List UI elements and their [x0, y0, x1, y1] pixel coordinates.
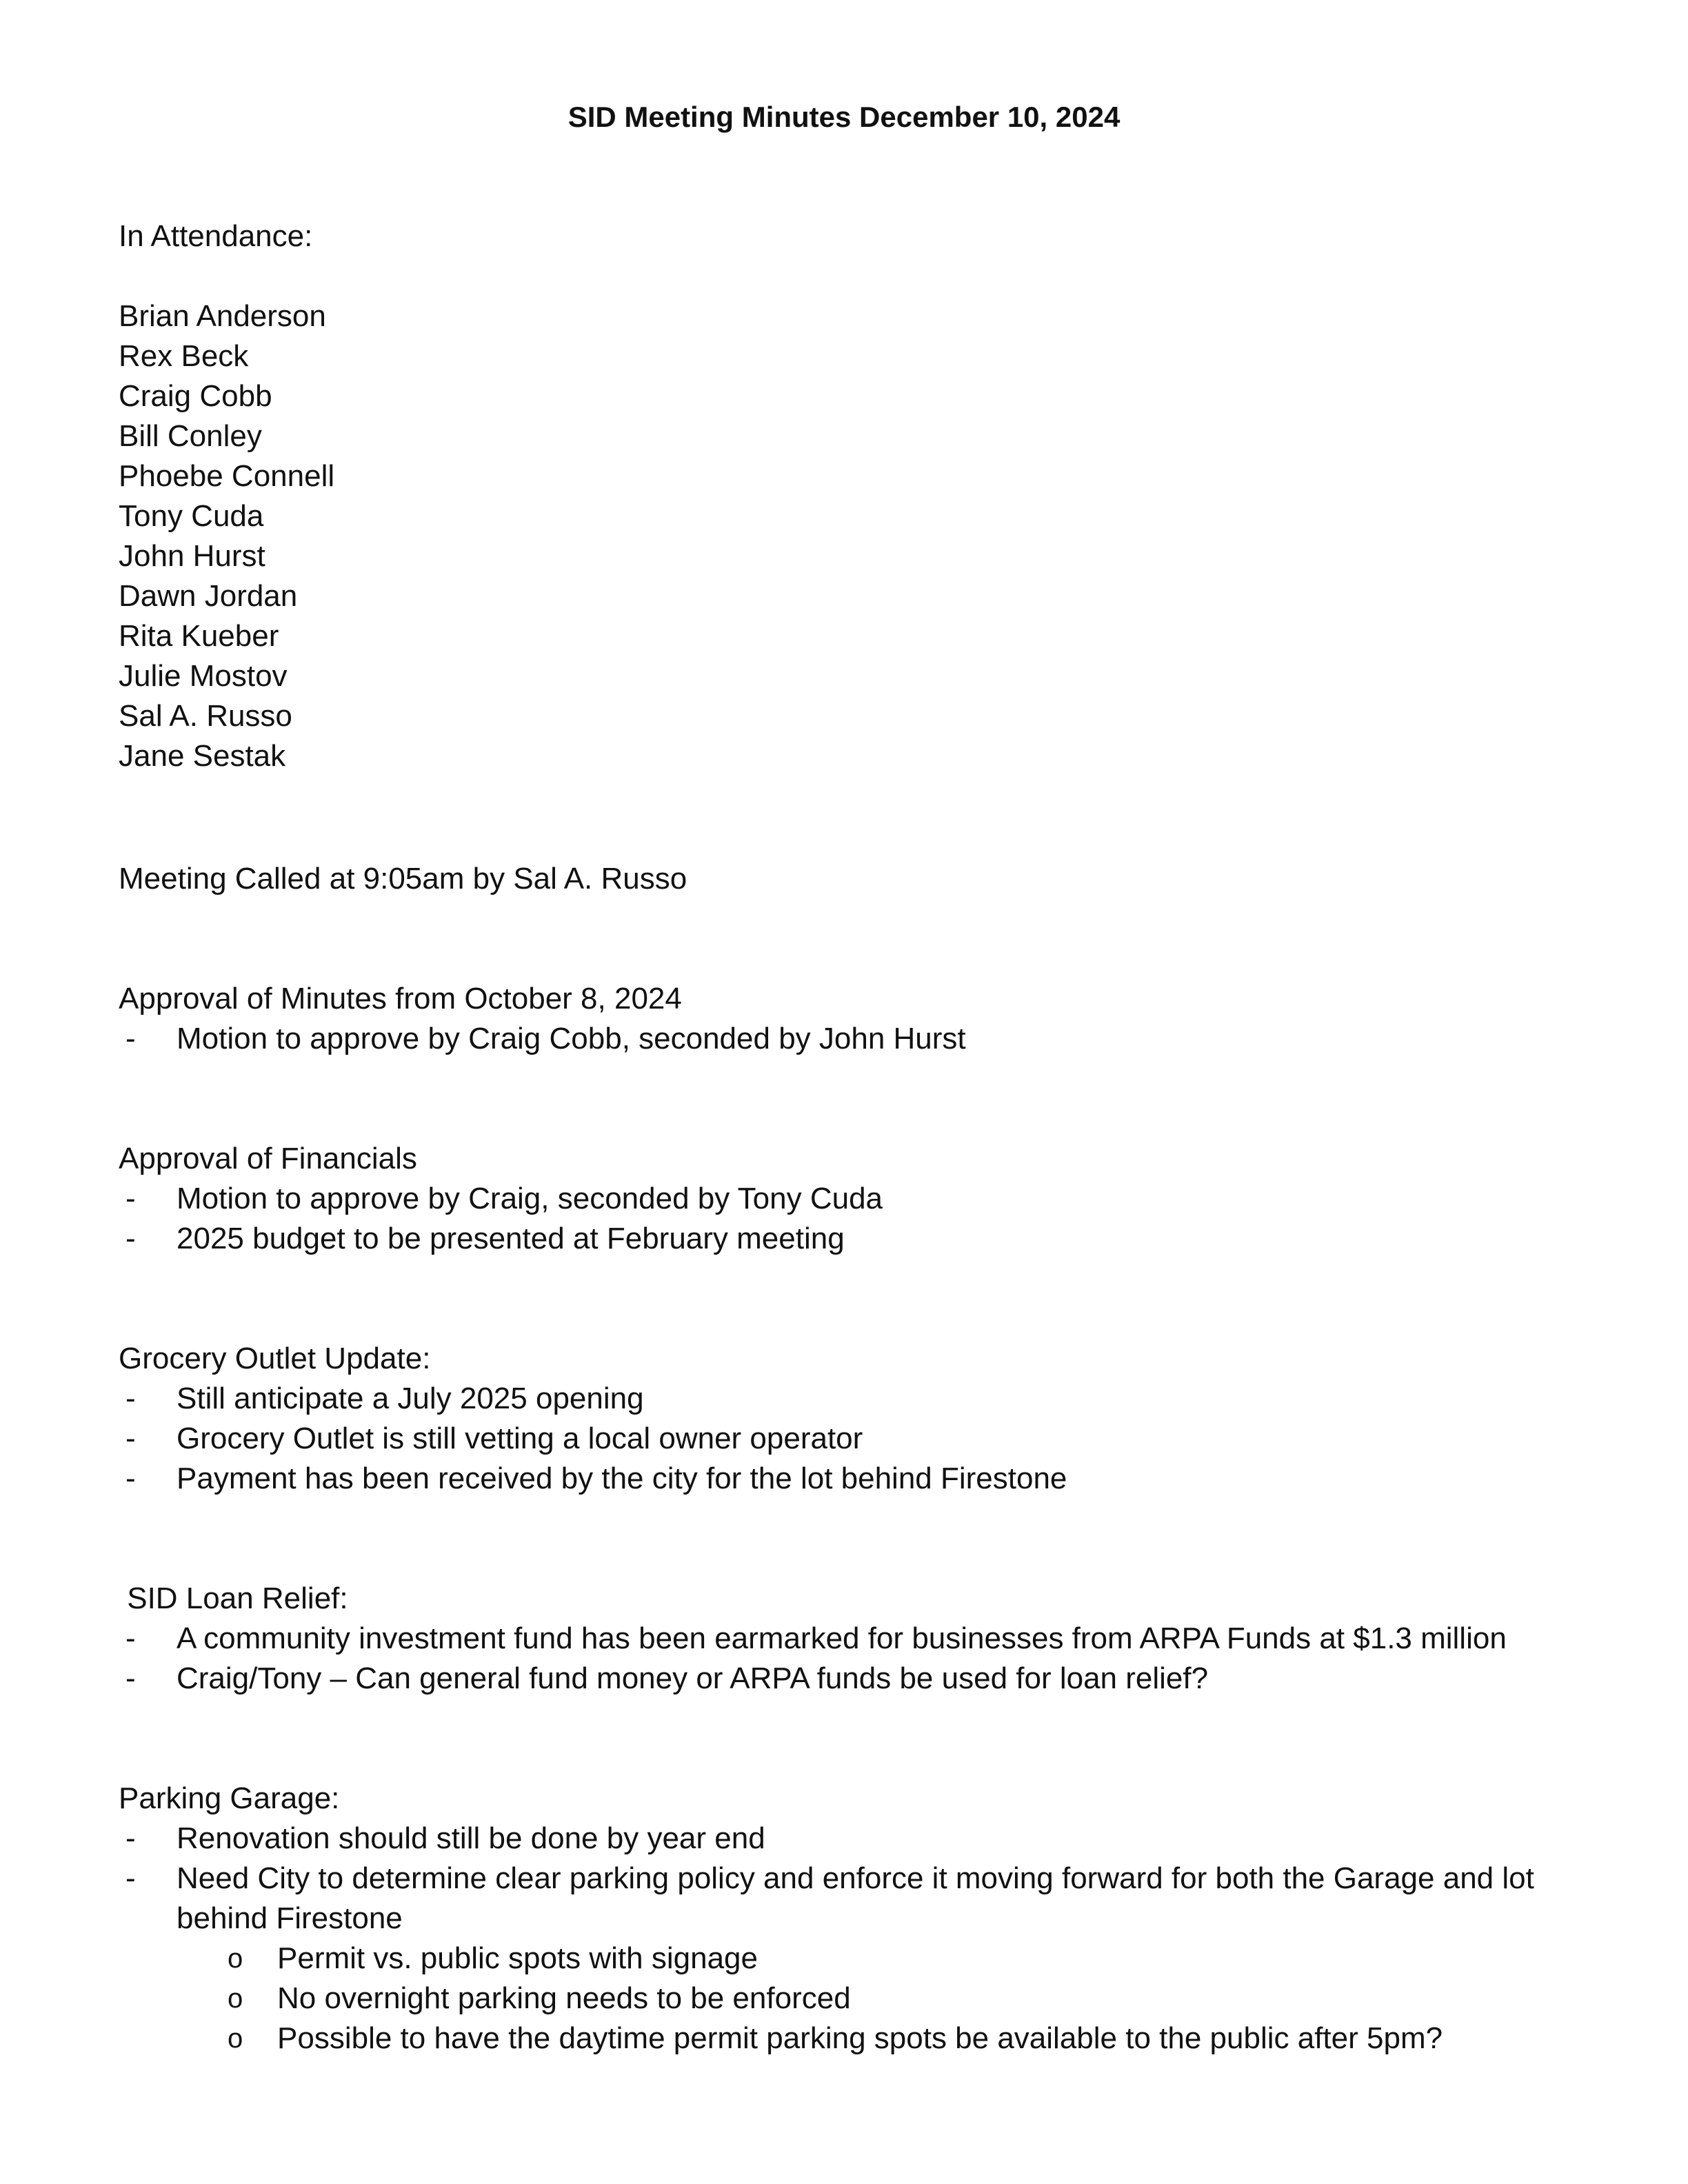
attendee-name: Tony Cuda: [119, 499, 264, 533]
circle-bullet-icon: o: [228, 1983, 243, 2014]
page-title: SID Meeting Minutes December 10, 2024: [567, 101, 1121, 133]
loan-item-text: Craig/Tony – Can general fund money or ARPA funds be used for loan relief?: [177, 1661, 1209, 1695]
loan-item: [119, 1619, 1590, 1659]
parking-item: [119, 1859, 1590, 1939]
minutes-item-text: Motion to approve by Craig Cobb, seconded by John Hurst: [177, 1022, 966, 1055]
dash-marker: -: [125, 1182, 136, 1215]
parking-subitem-text: Possible to have the daytime permit parking spots be available to the public after 5pm?: [277, 2021, 1443, 2055]
grocery-item: [119, 1419, 1590, 1459]
dash-marker: -: [125, 1462, 136, 1495]
loan-item: [119, 1659, 1590, 1699]
attendee-name: John Hurst: [119, 539, 265, 573]
dash-marker: -: [125, 1621, 136, 1655]
loan-section: [119, 1579, 1590, 1699]
dash-marker: -: [125, 1861, 136, 1895]
parking-item-text: Renovation should still be done by year end: [177, 1821, 765, 1855]
attendee-name: Craig Cobb: [119, 379, 272, 413]
minutes-section: [119, 979, 1590, 1059]
attendee-name: Brian Anderson: [119, 299, 326, 333]
grocery-heading: Grocery Outlet Update:: [119, 1342, 431, 1375]
financials-item: [119, 1219, 1590, 1259]
parking-subitem-text: Permit vs. public spots with signage: [277, 1941, 758, 1975]
parking-item: [119, 1819, 1590, 1859]
attendee-name: Jane Sestak: [119, 739, 286, 773]
parking-subitem: [119, 2019, 1590, 2059]
loan-item-text: A community investment fund has been earmarked for businesses from ARPA Funds at $1.3 million: [177, 1621, 1507, 1655]
financials-section: [119, 1139, 1590, 1259]
attendance-section: [119, 216, 312, 256]
minutes-heading: Approval of Minutes from October 8, 2024: [119, 982, 682, 1015]
dash-marker: -: [125, 1821, 136, 1855]
attendee-name: Rex Beck: [119, 339, 249, 373]
attendee-name: Bill Conley: [119, 419, 262, 453]
financials-item-text: Motion to approve by Craig, seconded by Tony Cuda: [177, 1182, 883, 1215]
parking-heading: Parking Garage:: [119, 1781, 340, 1815]
grocery-item-text: Still anticipate a July 2025 opening: [177, 1382, 644, 1415]
parking-item-text: Need City to determine clear parking policy and enforce it moving forward for both the Garage and lot behind Firestone: [177, 1861, 1534, 1935]
circle-bullet-icon: o: [228, 1943, 243, 1974]
dash-marker: -: [125, 1382, 136, 1415]
meeting-called-text: Meeting Called at 9:05am by Sal A. Russo: [119, 862, 687, 896]
attendee-name: Julie Mostov: [119, 659, 288, 693]
circle-bullet-icon: o: [228, 2023, 243, 2054]
attendee-name: Phoebe Connell: [119, 459, 335, 493]
attendance-list: [119, 296, 334, 776]
attendee-name: Rita Kueber: [119, 619, 279, 653]
grocery-item-text: Grocery Outlet is still vetting a local owner operator: [177, 1422, 863, 1455]
minutes-item: [119, 1019, 1590, 1059]
grocery-item: [119, 1379, 1590, 1419]
financials-item: [119, 1179, 1590, 1219]
financials-heading: Approval of Financials: [119, 1142, 417, 1175]
meeting-called: [119, 859, 687, 899]
parking-subitem: [119, 1979, 1590, 2019]
grocery-section: [119, 1339, 1590, 1499]
loan-heading: SID Loan Relief:: [119, 1581, 348, 1615]
dash-marker: -: [125, 1222, 136, 1255]
attendance-heading: In Attendance:: [119, 219, 313, 253]
parking-subitem: [119, 1939, 1590, 1979]
dash-marker: -: [125, 1661, 136, 1695]
parking-subitem-text: No overnight parking needs to be enforced: [277, 1981, 851, 2015]
dash-marker: -: [125, 1422, 136, 1455]
attendee-name: Dawn Jordan: [119, 579, 298, 613]
dash-marker: -: [125, 1022, 136, 1055]
grocery-item: [119, 1459, 1590, 1499]
financials-item-text: 2025 budget to be presented at February meeting: [177, 1222, 845, 1255]
grocery-item-text: Payment has been received by the city for the lot behind Firestone: [177, 1462, 1067, 1495]
parking-section: [119, 1779, 1590, 2059]
attendee-name: Sal A. Russo: [119, 699, 292, 733]
